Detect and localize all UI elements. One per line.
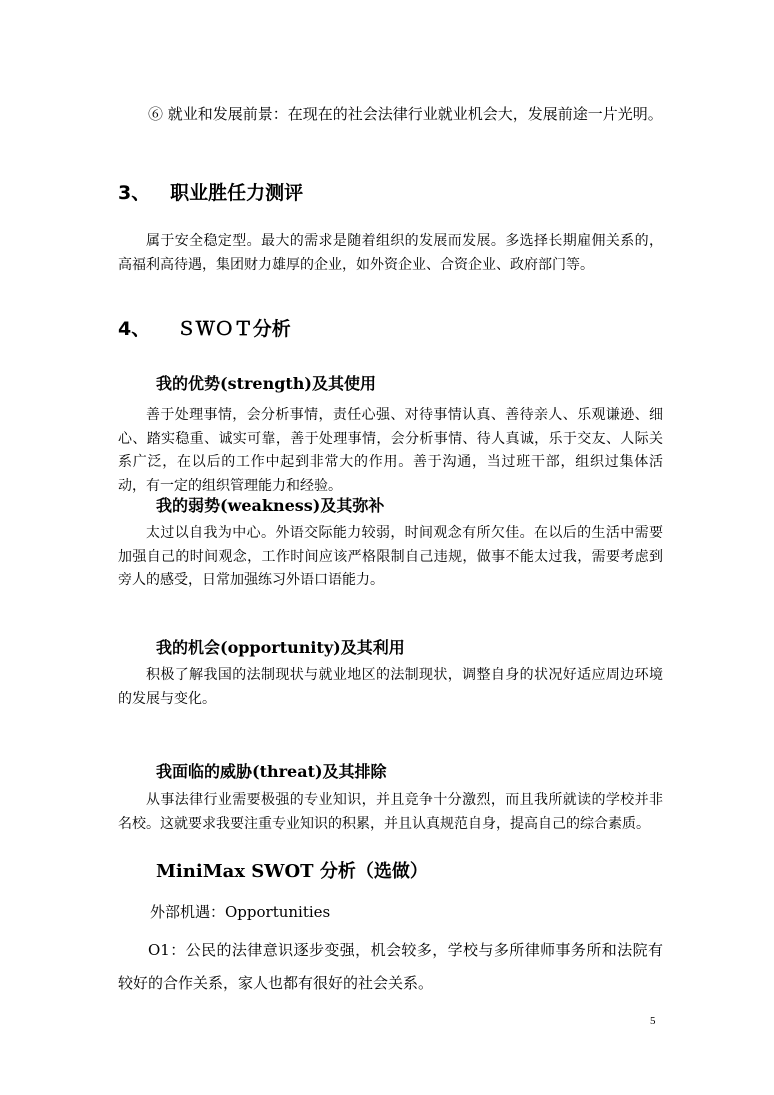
page-number: 5	[650, 1015, 656, 1027]
section-3-title: 职业胜任力测评	[170, 182, 304, 204]
weakness-heading: 我的弱势(weakness)及其弥补	[156, 496, 385, 515]
employment-prospects-paragraph: ⑥ 就业和发展前景：在现在的社会法律行业就业机会大，发展前途一片光明。	[148, 105, 663, 123]
strength-heading: 我的优势(strength)及其使用	[156, 374, 376, 393]
section-4-heading	[118, 316, 663, 342]
section-3-heading	[118, 180, 663, 206]
external-opportunities-label: 外部机遇：Opportunities	[150, 903, 331, 921]
section-3-number: 3、	[118, 182, 151, 204]
threat-heading: 我面临的威胁(threat)及其排除	[156, 762, 387, 781]
opportunity-paragraph: 积极了解我国的法制现状与就业地区的法制现状，调整自身的状况好适应周边环境的发展与变化。	[118, 667, 663, 707]
minimax-swot-heading: MiniMax SWOT 分析（选做）	[156, 861, 428, 882]
o1-paragraph: O1：公民的法律意识逐步变强，机会较多，学校与多所律师事务所和法院有较好的合作关系，家人也都有很好的社会关系。	[118, 941, 663, 992]
weakness-paragraph: 太过以自我为中心。外语交际能力较弱，时间观念有所欠佳。在以后的生活中需要加强自己的时间观念，工作时间应该严格限制自己违规，做事不能太过我，需要考虑到旁人的感受，日常加强练习外语口语能力。	[118, 525, 663, 588]
threat-paragraph: 从事法律行业需要极强的专业知识，并且竞争十分激烈，而且我所就读的学校并非名校。这就要求我要注重专业知识的积累，并且认真规范自身，提高自己的综合素质。	[118, 792, 663, 832]
section-4-number: 4、	[118, 318, 151, 340]
section-4-title: ＳＷＯＴ分析	[176, 318, 291, 340]
opportunity-heading: 我的机会(opportunity)及其利用	[156, 638, 405, 657]
competency-assessment-paragraph: 属于安全稳定型。最大的需求是随着组织的发展而发展。多选择长期雇佣关系的，高福利高待遇，集团财力雄厚的企业，如外资企业、合资企业、政府部门等。	[118, 233, 663, 273]
strength-paragraph: 善于处理事情，会分析事情，责任心强、对待事情认真、善待亲人、乐观谦逊、细心、踏实稳重、诚实可靠，善于处理事情，会分析事情、待人真诚，乐于交友、人际关系广泛，在以后的工作中起到非常大的作用。善于沟通，当过班干部，组织过集体活动，有一定的组织管理能力和经验。	[118, 407, 663, 494]
